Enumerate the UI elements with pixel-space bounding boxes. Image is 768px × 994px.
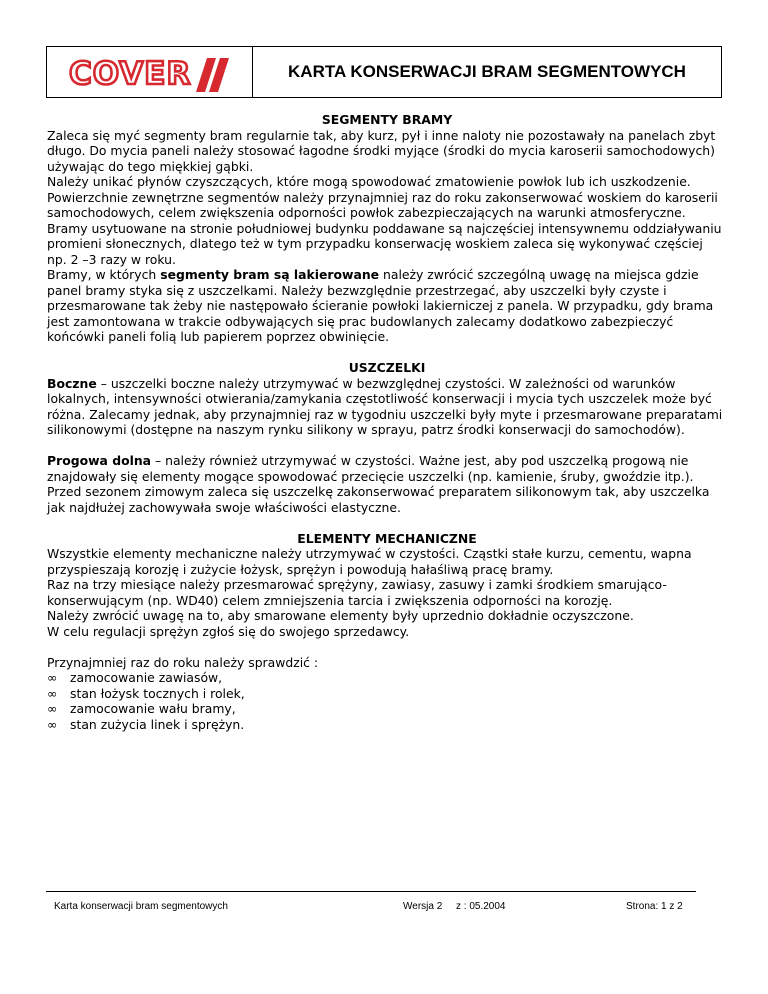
footer-date: z : 05.2004 [456,901,506,912]
infinity-bullet-icon: ∞ [47,716,58,732]
footer-doc-name: Karta konserwacji bram segmentowych [54,901,228,912]
section-title-uszczelki: USZCZELKI [348,360,426,375]
section-title-elementy: ELEMENTY MECHANICZNE [297,530,477,546]
progowa-text: – należy również utrzymywać w czystości. Ważne jest, aby pod uszczelką progową nie znajdowały się elementy mogące spowodować przecięcie uszczelki (np. kamienie, śruby, gwoździe itp.). Przed sezonem zimowym zaleca się uszczelkę zakonserwować preparatem silikonowym tak, aby uszczelka jak najdłużej zachowywała swoje właściwości elastyczne. [47,453,710,515]
section-title-segmenty: SEGMENTY BRAMY [321,112,453,127]
p6-bold: segmenty bram są lakierowane [160,267,380,282]
document-header [46,46,722,98]
checklist [47,670,727,732]
segmenty-paragraph-2: Należy unikać płynów czyszczących, które mogą spowodować zmatowienie powłok lub ich uszkodzenie. [47,174,691,189]
document-body [47,112,727,732]
p6-end: należy zwrócić szczególną uwagę na miejsca gdzie panel bramy styka się z uszczelkami. Należy bezwzględnie przestrzegać, aby uszczelki były czyste i przesmarowane tak żeby nie następowało ścieranie powłoki lakierniczej z panela. W przypadku, gdy brama jest zamontowana w trakcie odbywających się prac budowlanych zalecamy dodatkowo zabezpieczyć końcówki paneli folią lub papierem poprzez obwinięcie. [47,267,714,344]
footer-page: Strona: 1 z 2 [626,901,683,912]
progowa-label: Progowa dolna [47,453,152,468]
list-item: ∞ stan zużycia linek i sprężyn. [47,716,245,732]
segmenty-paragraph-5: np. 2 –3 razy w roku. [47,251,176,267]
infinity-bullet-icon: ∞ [47,701,58,716]
boczne-paragraph [47,376,727,438]
segmenty-paragraph-1: Zaleca się myć segmenty bram regularnie tak, aby kurz, pył i inne naloty nie pozostawały na panelach zbyt długo. Do mycia paneli należy stosować łagodne środki myjące (środki do mycia karoserii samochodowych) używając do tego miękkiej gąbki. [47,127,716,174]
boczne-label: Boczne [47,375,97,391]
elementy-paragraph-1: Wszystkie elementy mechaniczne należy utrzymywać w czystości. Cząstki stałe kurzu, cementu, wapna przyspieszają korozję i zużycie łożysk, sprężyn i powodują hałaśliwą pracę bramy. [47,546,692,577]
boczne-text: – uszczelki boczne należy utrzymywać w bezwzględnej czystości. W zależności od warunków lokalnych, intensywności otwierania/zamykania częstotliwość konserwacji i mycia tych uszczelek może być różna. Zalecamy jednak, aby przynajmniej raz w tygodniu uszczelki były myte i przesmarowane preparatami silikonowymi (dostępne na naszym rynku silikony w sprayu, patrz środki konserwacji do samochodów). [47,375,723,437]
list-item: ∞ zamocowanie wału bramy, [47,701,236,716]
elementy-paragraph-2: Raz na trzy miesiące należy przesmarować sprężyny, zawiasy, zasuwy i zamki środkiem smarująco-konserwującym (np. WD40) celem zmniejszenia tarcia i zwiększenia odporności na korozję. [47,577,667,608]
segmenty-paragraph-6 [47,267,727,345]
list-item: ∞ zamocowanie zawiasów, [47,670,223,685]
logo-cell [47,47,253,97]
footer-version: Wersja 2 [403,901,443,912]
logo-text: COVER [69,56,192,92]
segmenty-paragraph-3: Powierzchnie zewnętrzne segmentów należy przynajmniej raz do roku zakonserwować woskiem do karoserii samochodowych, celem zwiększenia odporności powłok zabezpieczających na warunki atmosferyczne. [47,189,718,220]
cover-logo [67,52,237,94]
infinity-bullet-icon: ∞ [47,685,58,701]
elementy-paragraph-4: W celu regulacji sprężyn zgłoś się do swojego sprzedawcy. [47,623,410,639]
segmenty-paragraph-4: Bramy usytuowane na stronie południowej budynku poddawane są najczęściej intensywnemu oddziaływaniu promieni słonecznych, dlatego też w tym przypadku konserwację woskiem zaleca się wykonywać częściej [47,220,722,251]
list-item: ∞ stan łożysk tocznych i rolek, [47,685,245,701]
p6-start: Bramy, w których [47,267,161,282]
document-title: KARTA KONSERWACJI BRAM SEGMENTOWYCH [288,62,686,81]
checklist-intro: Przynajmniej raz do roku należy sprawdzić : [47,654,319,670]
elementy-paragraph-3: Należy zwrócić uwagę na to, aby smarowane elementy były uprzednio dokładnie oczyszczone. [47,608,634,623]
progowa-paragraph [47,453,727,515]
document-footer [46,891,696,912]
infinity-bullet-icon: ∞ [47,670,58,685]
